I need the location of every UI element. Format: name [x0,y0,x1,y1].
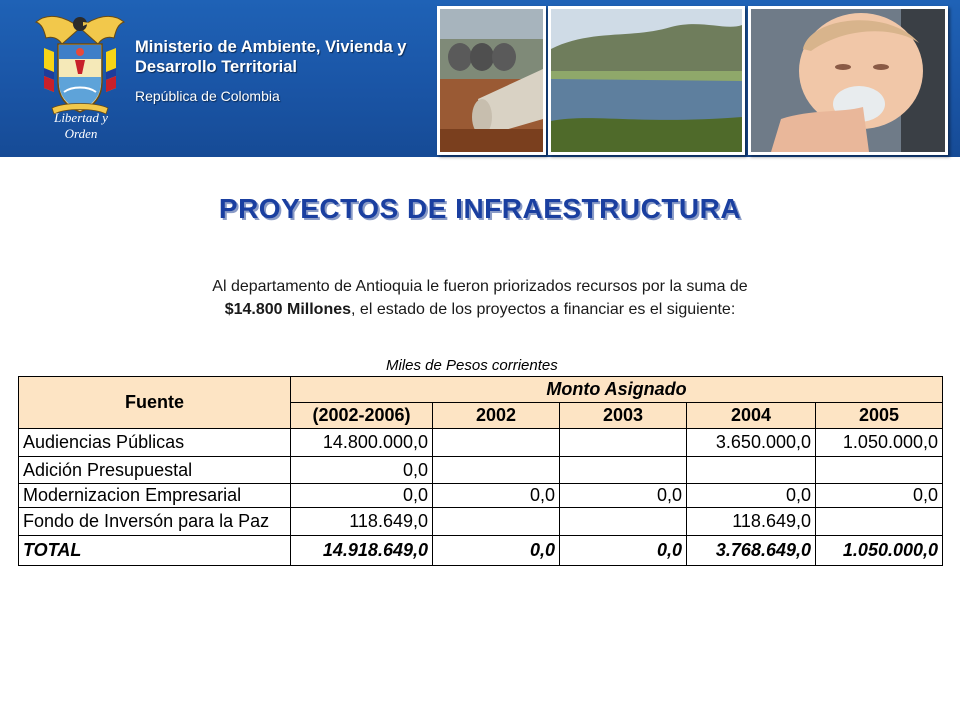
funding-table [18,376,943,566]
intro-text-after: , el estado de los proyectos a financiar es el siguiente: [351,301,736,318]
total-label: TOTAL [19,536,291,566]
country-name: República de Colombia [135,88,280,104]
header-source: Fuente [19,377,291,429]
cell-value [433,508,560,536]
table-caption: Miles de Pesos corrientes [386,357,558,374]
header-banner [0,0,960,157]
total-value: 1.050.000,0 [816,536,943,566]
header-period: 2005 [816,403,943,429]
table-total-row [19,536,943,566]
cell-value: 0,0 [291,457,433,484]
page-title: PROYECTOS DE INFRAESTRUCTURA [218,193,742,224]
baby-photo-icon [751,9,945,152]
intro-text-before: Al departamento de Antioquia le fueron priorizados recursos por la suma de [212,278,748,295]
header-period: (2002-2006) [291,403,433,429]
ministry-name-line2: Desarrollo Territorial [135,58,297,76]
row-label: Modernizacion Empresarial [19,484,291,508]
total-value: 3.768.649,0 [687,536,816,566]
header-period: 2002 [433,403,560,429]
cell-value: 1.050.000,0 [816,429,943,457]
table-header-row [19,377,943,403]
ministry-name-line1: Ministerio de Ambiente, Vivienda y [135,38,407,56]
total-value: 14.918.649,0 [291,536,433,566]
cell-value: 0,0 [687,484,816,508]
table-row [19,429,943,457]
photo-pipes [437,6,546,155]
cell-value: 0,0 [816,484,943,508]
cell-value [560,508,687,536]
cell-value: 0,0 [433,484,560,508]
cell-value [560,429,687,457]
cell-value: 0,0 [560,484,687,508]
cell-value: 118.649,0 [291,508,433,536]
intro-amount: $14.800 Millones [224,301,352,318]
cell-value [433,457,560,484]
cell-value [687,457,816,484]
cell-value [433,429,560,457]
cell-value [816,457,943,484]
row-label: Audiencias Públicas [19,429,291,457]
table-row [19,508,943,536]
table-row [19,484,943,508]
row-label: Fondo de Inversón para la Paz [19,508,291,536]
intro-paragraph [100,275,860,321]
header-amount-group: Monto Asignado [291,377,943,403]
total-value: 0,0 [560,536,687,566]
header-period: 2004 [687,403,816,429]
lake-photo-icon [551,9,742,152]
pipes-photo-icon [440,9,543,152]
motto-text: Libertad y Orden [54,110,108,141]
photo-baby [748,6,948,155]
cell-value [816,508,943,536]
cell-value: 0,0 [291,484,433,508]
header-period: 2003 [560,403,687,429]
cell-value: 118.649,0 [687,508,816,536]
row-label: Adición Presupuestal [19,457,291,484]
cell-value [560,457,687,484]
cell-value: 14.800.000,0 [291,429,433,457]
photo-lake [548,6,745,155]
cell-value: 3.650.000,0 [687,429,816,457]
total-value: 0,0 [433,536,560,566]
table-row [19,457,943,484]
ministry-name [135,37,406,77]
